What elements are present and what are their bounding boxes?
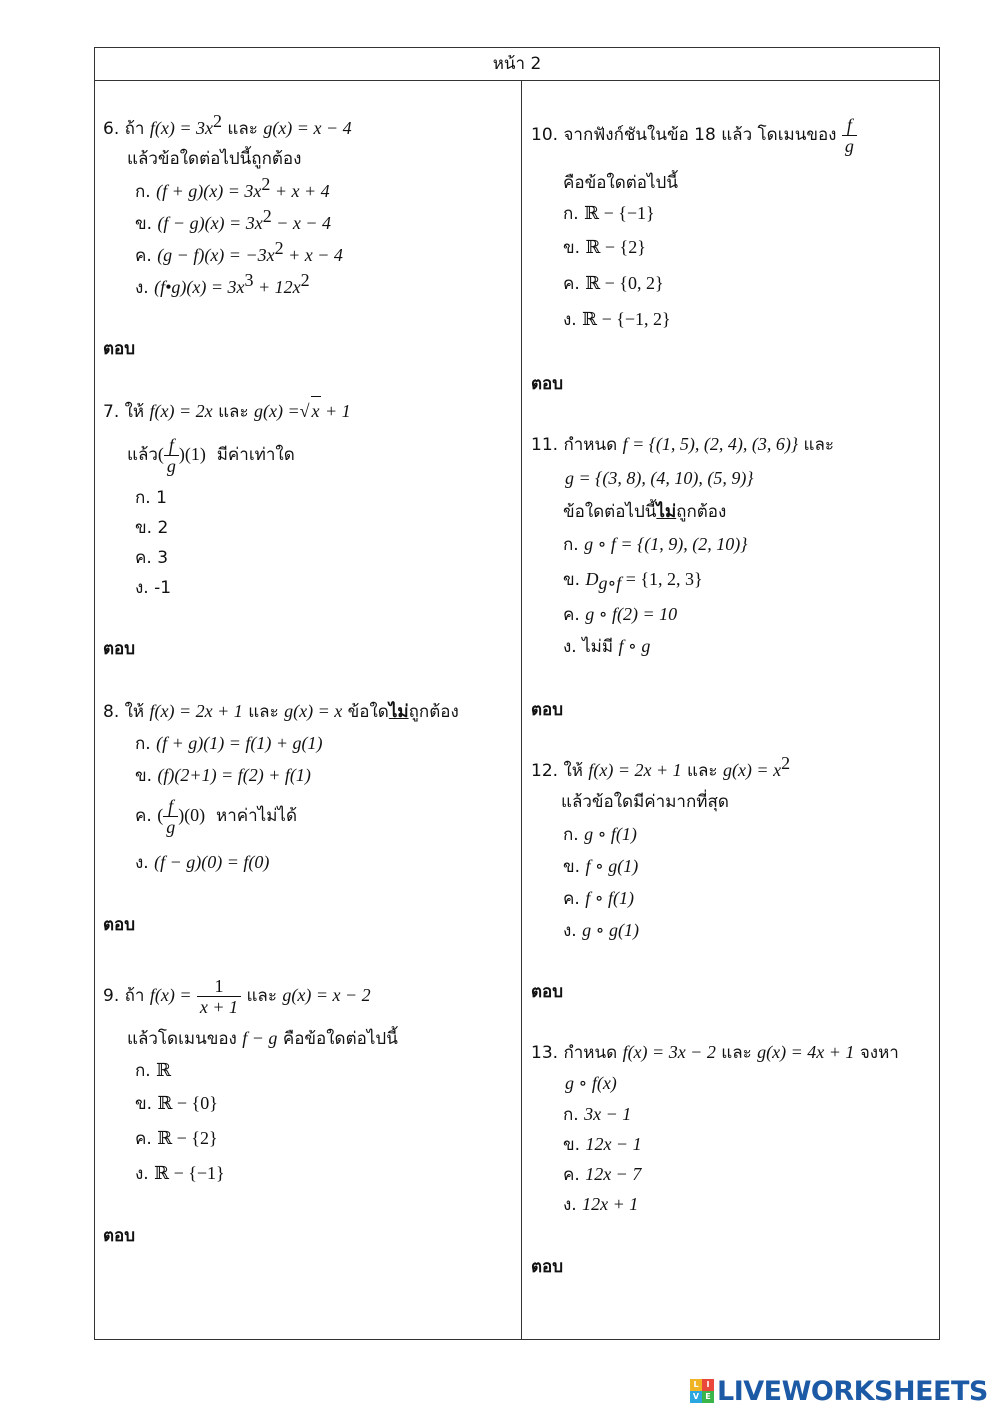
q12-option-a: ก. g ∘ f(1) [563,824,637,845]
worksheet-sheet: หน้า 2 6. ถ้า $f(x) = 3x^2$ และ g(x) = x − 4 แล้วข้อใดต่อไปนี้ถูกต้อง ก. $(f + g)(x) = 3x^2 + x + 4$ ข. $(f - g)(x) = 3x^2 - x - 4$ ค. $(g - f)(x) = -3x^2 + x - 4$ ง. (f•g)(x) = $3x^3 + 12x^2$ ตอบ 7. ให้ f(x) = 2x และ g(x) =√ x + 1 แล้ว( $\frac{f}{g}$ )(1) มีค่าเท่าใด ก. 1 ข. 2 ค. 3 ง. -1 ตอบ 8. ให้ f(x) = 2x + 1 และ g(x) = x ข้อใดไม่ถูกต้อง ก. (f + g)(1) = f(1) + g(1) ข. (f)(2+1) = f(2) + f(1) ค. ( $\frac{f}{g}$ )(0) หาค่าไม่ได้ ง. (f − g)(0) = f(0) ตอบ 9. ถ้า f(x) = $\frac{1}{x + 1}$ และ g(x) = x − 2 แล้วโดเมนของ f − g คือข้อใดต่อไปนี้ ก. ℝ ข. ℝ − {0} ค. ℝ − {2} ง. ℝ − {−1} ตอบ 10. จากฟังก์ชันในข้อ 18 แล้ว โดเมนของ $\frac{f}{g}$ คือข้อใดต่อไปนี้ ก. ℝ − {−1} ข. ℝ − {2} ค. ℝ − {0, 2} ง. ℝ − {−1, 2} ตอบ 11. กำหนด f = {(1, 5), (2, 4), (3, 6)} และ g = {(3, 8), (4, 10), (5, 9)} ข้อใดต่อไปนี้ไม่ถูกต้อง ก. g ∘ f = {(1, 9), (2, 10)} ข. $D_{g\circ f} = \{1$, 2, 3} ค. g ∘ f(2) = 10 ง. ไม่มี f ∘ g ตอบ 12. ให้ f(x) = 2x + 1 และ $g(x) = x^2$ แล้วข้อใดมีค่ามากที่สุด ก. g ∘ f(1) ข. f ∘ g(1) ค. f ∘ f(1) ง. g ∘ g(1) ตอบ 13. กำหนด f(x) = 3x − 2 และ g(x) = 4x + 1 จงหา g ∘ f(x) ก. 3x − 1 ข. 12x − 1 ค. 12x − 7 ง. 12x + 1 ตอบ [94,47,940,1340]
q9-option-c: ค. ℝ − {2} [135,1128,218,1149]
q7-option-a: ก. 1 [135,488,167,508]
q10-option-a: ก. ℝ − {−1} [563,203,655,224]
question-11-set-g: g = {(3, 8), (4, 10), (5, 9)} [565,468,754,488]
page-header: หน้า 2 [95,48,939,81]
q13-option-b: ข. 12x − 1 [563,1134,642,1155]
q8-option-c: ค. ( $\frac{f}{g}$ )(0) หาค่าไม่ได้ [135,795,297,837]
q6-option-d: ง. (f•g)(x) = $3x^3 + 12x^2$ [135,270,310,298]
q6-option-a: ก. $(f + g)(x) = 3x^2 + x + 4$ [135,174,330,202]
question-9-prompt: แล้วโดเมนของ f − g คือข้อใดต่อไปนี้ [127,1028,398,1049]
q7-option-c: ค. 3 [135,548,169,568]
question-6-prompt: แล้วข้อใดต่อไปนี้ถูกต้อง [127,149,302,169]
q8-option-d: ง. (f − g)(0) = f(0) [135,852,270,873]
q11-option-a: ก. g ∘ f = {(1, 9), (2, 10)} [563,534,748,555]
q9-answer-label: ตอบ [103,1226,136,1246]
q9-option-b: ข. ℝ − {0} [135,1093,218,1114]
q12-option-c: ค. f ∘ f(1) [563,888,635,909]
q9-option-d: ง. ℝ − {−1} [135,1163,225,1184]
question-13-expression: g ∘ f(x) [565,1073,617,1093]
q10-option-d: ง. ℝ − {−1, 2} [563,309,671,330]
question-11-prompt: ข้อใดต่อไปนี้ไม่ถูกต้อง [563,502,727,522]
q10-option-c: ค. ℝ − {0, 2} [563,273,664,294]
q6-option-b: ข. $(f - g)(x) = 3x^2 - x - 4$ [135,206,331,234]
q7-option-b: ข. 2 [135,518,169,538]
question-10-prompt: คือข้อใดต่อไปนี้ [563,173,678,193]
q10-option-b: ข. ℝ − {2} [563,237,646,258]
q8-answer-label: ตอบ [103,915,136,935]
q9-option-a: ก. ℝ [135,1060,172,1081]
q11-option-d: ง. ไม่มี f ∘ g [563,636,651,657]
q7-option-d: ง. -1 [135,578,172,598]
question-12-prompt: แล้วข้อใดมีค่ามากที่สุด [561,792,729,812]
q7-answer-label: ตอบ [103,639,136,659]
q12-option-d: ง. g ∘ g(1) [563,920,639,941]
q13-option-d: ง. 12x + 1 [563,1194,639,1215]
question-7-prompt: แล้ว( $\frac{f}{g}$ )(1) มีค่าเท่าใด [127,434,295,476]
q12-option-b: ข. f ∘ g(1) [563,856,639,877]
q12-answer-label: ตอบ [531,982,564,1002]
q11-option-c: ค. g ∘ f(2) = 10 [563,604,678,625]
q11-answer-label: ตอบ [531,700,564,720]
liveworksheets-mark-icon: L I V E [690,1379,714,1403]
liveworksheets-wordmark: LIVEWORKSHEETS [717,1375,988,1407]
column-divider [521,80,522,1340]
q8-option-a: ก. (f + g)(1) = f(1) + g(1) [135,733,323,754]
q11-option-b: ข. $D_{g\circ f} = \{1$, 2, 3} [563,569,703,593]
q6-option-c: ค. $(g - f)(x) = -3x^2 + x - 4$ [135,238,343,266]
q10-answer-label: ตอบ [531,374,564,394]
q6-answer-label: ตอบ [103,339,136,359]
q8-option-b: ข. (f)(2+1) = f(2) + f(1) [135,765,311,786]
liveworksheets-logo[interactable] [690,1374,988,1408]
q13-answer-label: ตอบ [531,1257,564,1277]
q13-option-a: ก. 3x − 1 [563,1104,632,1125]
q13-option-c: ค. 12x − 7 [563,1164,642,1185]
